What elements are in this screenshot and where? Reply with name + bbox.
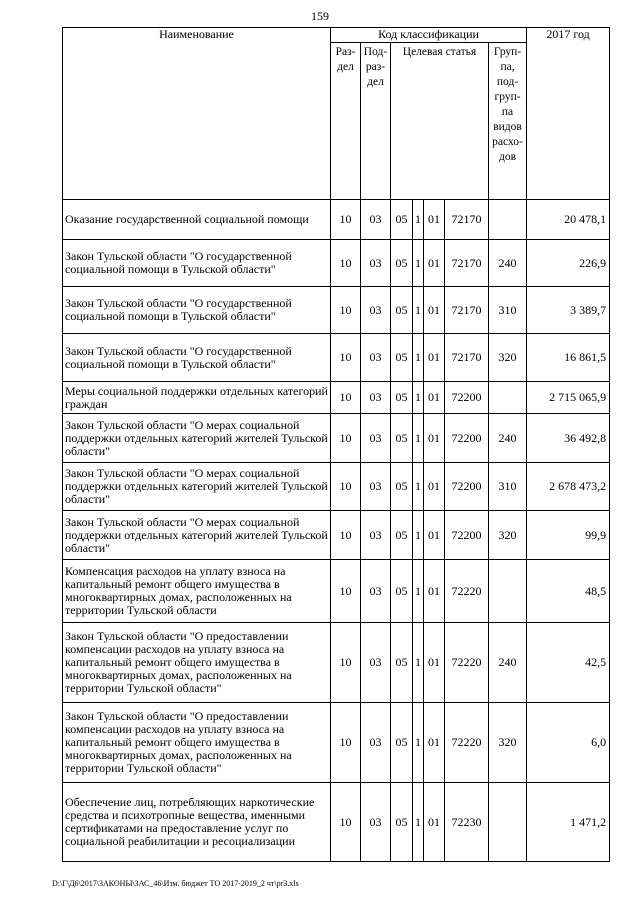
row-target-direction: 72220 (445, 623, 489, 703)
row-target-direction: 72200 (445, 463, 489, 511)
row-target-event: 01 (424, 382, 445, 414)
row-subsection: 03 (361, 463, 391, 511)
row-target-program: 05 (391, 463, 413, 511)
row-target-subprogram: 1 (413, 511, 424, 560)
row-target-subprogram: 1 (413, 287, 424, 334)
row-target-direction: 72230 (445, 783, 489, 862)
row-target-direction: 72200 (445, 382, 489, 414)
row-target-event: 01 (424, 511, 445, 560)
row-name: Закон Тульской области "О предоставлении компенсации расходов на уплату взноса на капитальный ремонт общего имущества в многоквартирных домах, расположенных на территории Тульской области" (63, 623, 331, 703)
row-target-event: 01 (424, 287, 445, 334)
table-row (63, 287, 610, 334)
row-target-event: 01 (424, 414, 445, 463)
row-section: 10 (331, 414, 361, 463)
row-target-program: 05 (391, 240, 413, 287)
row-expense-group: 320 (489, 703, 527, 783)
row-target-direction: 72200 (445, 414, 489, 463)
row-target-direction: 72170 (445, 240, 489, 287)
table-body (63, 200, 610, 862)
row-subsection: 03 (361, 511, 391, 560)
row-target-subprogram: 1 (413, 334, 424, 382)
row-target-program: 05 (391, 334, 413, 382)
row-amount: 36 492,8 (527, 414, 610, 463)
row-amount: 20 478,1 (527, 200, 610, 240)
row-target-direction: 72170 (445, 334, 489, 382)
row-name: Обеспечение лиц, потребляющих наркотические средства и психотропные вещества, именными сертификатами на предоставление услуг по социальной реабилитации и ресоциализации (63, 783, 331, 862)
header-classification: Код классификации (331, 28, 527, 43)
row-target-subprogram: 1 (413, 240, 424, 287)
row-section: 10 (331, 511, 361, 560)
budget-table (62, 27, 610, 862)
page-number: 159 (311, 9, 329, 23)
row-expense-group (489, 382, 527, 414)
row-name: Закон Тульской области "О мерах социальной поддержки отдельных категорий жителей Тульской области" (63, 463, 331, 511)
table-row (63, 560, 610, 623)
table-row (63, 240, 610, 287)
row-expense-group (489, 560, 527, 623)
row-amount: 3 389,7 (527, 287, 610, 334)
row-target-program: 05 (391, 511, 413, 560)
row-target-direction: 72170 (445, 287, 489, 334)
row-amount: 1 471,2 (527, 783, 610, 862)
table-row (63, 783, 610, 862)
header-name: Наименование (63, 28, 331, 200)
row-subsection: 03 (361, 414, 391, 463)
row-section: 10 (331, 382, 361, 414)
row-target-event: 01 (424, 240, 445, 287)
row-target-direction: 72220 (445, 560, 489, 623)
row-section: 10 (331, 287, 361, 334)
table-row (63, 511, 610, 560)
header-subsection: Под- раз- дел (361, 43, 391, 200)
row-subsection: 03 (361, 382, 391, 414)
row-subsection: 03 (361, 560, 391, 623)
row-expense-group: 310 (489, 287, 527, 334)
file-path-footer: D:\Г\Д6\2017\ЗАКОНЫ\ЗАС_46\Изм. бюджет ТО 2017-2019_2 чт\pr3.xls (52, 879, 299, 888)
row-target-subprogram: 1 (413, 382, 424, 414)
row-section: 10 (331, 560, 361, 623)
row-section: 10 (331, 200, 361, 240)
row-target-program: 05 (391, 783, 413, 862)
row-target-subprogram: 1 (413, 463, 424, 511)
row-target-event: 01 (424, 200, 445, 240)
row-target-event: 01 (424, 560, 445, 623)
row-target-program: 05 (391, 623, 413, 703)
header-section: Раз- дел (331, 43, 361, 200)
row-subsection: 03 (361, 783, 391, 862)
row-target-program: 05 (391, 703, 413, 783)
row-expense-group (489, 783, 527, 862)
row-amount: 42,5 (527, 623, 610, 703)
row-target-subprogram: 1 (413, 703, 424, 783)
row-target-program: 05 (391, 287, 413, 334)
header-year: 2017 год (527, 28, 610, 200)
row-name: Закон Тульской области "О государственной социальной помощи в Тульской области" (63, 334, 331, 382)
table-row (63, 382, 610, 414)
row-name: Закон Тульской области "О мерах социальной поддержки отдельных категорий жителей Тульской области" (63, 511, 331, 560)
table-row (63, 463, 610, 511)
row-target-event: 01 (424, 783, 445, 862)
row-section: 10 (331, 240, 361, 287)
row-subsection: 03 (361, 287, 391, 334)
row-name: Закон Тульской области "О государственной социальной помощи в Тульской области" (63, 287, 331, 334)
header-expense-group: Груп- па, под- груп- па видов расхо- дов (489, 43, 527, 200)
row-name: Закон Тульской области "О мерах социальной поддержки отдельных категорий жителей Тульской области" (63, 414, 331, 463)
row-expense-group: 320 (489, 511, 527, 560)
row-target-event: 01 (424, 463, 445, 511)
row-subsection: 03 (361, 200, 391, 240)
row-amount: 6,0 (527, 703, 610, 783)
row-target-event: 01 (424, 703, 445, 783)
header-target-article: Целевая статья (391, 43, 489, 200)
row-section: 10 (331, 463, 361, 511)
row-target-program: 05 (391, 200, 413, 240)
row-target-direction: 72170 (445, 200, 489, 240)
table-header (63, 28, 610, 200)
row-section: 10 (331, 623, 361, 703)
row-subsection: 03 (361, 240, 391, 287)
row-expense-group: 240 (489, 240, 527, 287)
row-target-direction: 72220 (445, 703, 489, 783)
row-target-program: 05 (391, 382, 413, 414)
row-expense-group (489, 200, 527, 240)
row-name: Закон Тульской области "О государственной социальной помощи в Тульской области" (63, 240, 331, 287)
row-target-subprogram: 1 (413, 560, 424, 623)
row-expense-group: 240 (489, 414, 527, 463)
row-amount: 226,9 (527, 240, 610, 287)
row-target-program: 05 (391, 414, 413, 463)
row-expense-group: 240 (489, 623, 527, 703)
row-target-event: 01 (424, 334, 445, 382)
row-name: Компенсация расходов на уплату взноса на капитальный ремонт общего имущества в многоквартирных домах, расположенных на территории Тульской области (63, 560, 331, 623)
row-name: Закон Тульской области "О предоставлении компенсации расходов на уплату взноса на капитальный ремонт общего имущества в многоквартирных домах, расположенных на территории Тульской области" (63, 703, 331, 783)
row-amount: 99,9 (527, 511, 610, 560)
row-expense-group: 320 (489, 334, 527, 382)
row-amount: 48,5 (527, 560, 610, 623)
table-row (63, 623, 610, 703)
row-target-direction: 72200 (445, 511, 489, 560)
row-target-event: 01 (424, 623, 445, 703)
row-section: 10 (331, 703, 361, 783)
row-section: 10 (331, 334, 361, 382)
row-section: 10 (331, 783, 361, 862)
row-subsection: 03 (361, 623, 391, 703)
row-target-subprogram: 1 (413, 783, 424, 862)
table-row (63, 703, 610, 783)
row-name: Меры социальной поддержки отдельных категорий граждан (63, 382, 331, 414)
row-target-subprogram: 1 (413, 623, 424, 703)
table-row (63, 334, 610, 382)
row-target-subprogram: 1 (413, 414, 424, 463)
table-row (63, 200, 610, 240)
row-amount: 2 678 473,2 (527, 463, 610, 511)
row-target-subprogram: 1 (413, 200, 424, 240)
row-amount: 2 715 065,9 (527, 382, 610, 414)
table-row (63, 414, 610, 463)
row-target-program: 05 (391, 560, 413, 623)
row-amount: 16 861,5 (527, 334, 610, 382)
row-name: Оказание государственной социальной помощи (63, 200, 331, 240)
row-expense-group: 310 (489, 463, 527, 511)
row-subsection: 03 (361, 334, 391, 382)
row-subsection: 03 (361, 703, 391, 783)
